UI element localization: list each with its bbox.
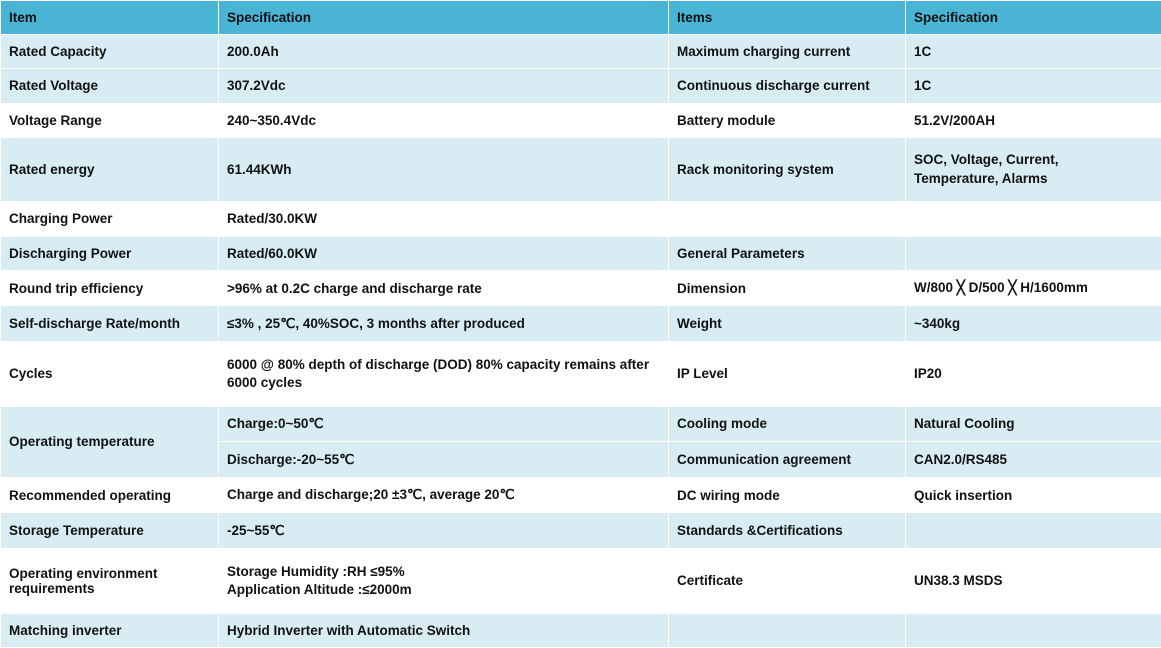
right-item: Battery module	[669, 103, 906, 137]
right-spec: W/800 ╳ D/500 ╳ H/1600mm	[906, 270, 1161, 306]
left-item: Round trip efficiency	[1, 270, 219, 306]
right-item: Rack monitoring system	[669, 137, 906, 202]
right-spec: Natural Cooling	[906, 406, 1161, 442]
left-item: Operating environment requirements	[1, 549, 219, 614]
section-standards-certifications: Standards &Certifications	[669, 513, 906, 549]
left-item: Operating temperature	[1, 406, 219, 477]
table-row	[1, 341, 1161, 406]
right-item	[669, 202, 906, 236]
right-item: Certificate	[669, 549, 906, 614]
right-item: DC wiring mode	[669, 477, 906, 513]
left-item: Discharging Power	[1, 236, 219, 270]
right-spec	[906, 137, 1161, 202]
table-row	[1, 137, 1161, 202]
left-spec: 6000 @ 80% depth of discharge (DOD) 80% capacity remains after 6000 cycles	[219, 341, 669, 406]
table-header-row	[1, 1, 1161, 35]
left-item: Rated energy	[1, 137, 219, 202]
header-spec-right: Specification	[906, 1, 1161, 35]
left-item: Rated Capacity	[1, 35, 219, 69]
table-row	[1, 477, 1161, 513]
right-spec: 51.2V/200AH	[906, 103, 1161, 137]
right-item: Dimension	[669, 270, 906, 306]
table-row	[1, 549, 1161, 614]
table-row	[1, 236, 1161, 270]
left-item: Storage Temperature	[1, 513, 219, 549]
left-spec: Charge and discharge;20 ±3℃, average 20℃	[219, 477, 669, 513]
right-spec	[906, 613, 1161, 647]
right-spec: ~340kg	[906, 306, 1161, 342]
right-item: Maximum charging current	[669, 35, 906, 69]
left-spec-discharge: Discharge:-20~55℃	[219, 442, 669, 478]
table-row	[1, 270, 1161, 306]
header-item-right: Items	[669, 1, 906, 35]
right-spec: UN38.3 MSDS	[906, 549, 1161, 614]
left-spec-line2: Application Altitude :≤2000m	[227, 581, 412, 597]
right-item: IP Level	[669, 341, 906, 406]
right-spec-line1: SOC, Voltage, Current,	[914, 152, 1059, 168]
left-spec-line1: Storage Humidity :RH ≤95%	[227, 563, 405, 579]
right-spec-line2: Temperature, Alarms	[914, 170, 1048, 186]
table-row	[1, 513, 1161, 549]
right-spec: IP20	[906, 341, 1161, 406]
left-spec: Hybrid Inverter with Automatic Switch	[219, 613, 669, 647]
left-spec	[219, 549, 669, 614]
right-spec	[906, 236, 1161, 270]
right-spec: Quick insertion	[906, 477, 1161, 513]
right-spec	[906, 513, 1161, 549]
left-spec: 61.44KWh	[219, 137, 669, 202]
left-spec: Rated/60.0KW	[219, 236, 669, 270]
table-row	[1, 613, 1161, 647]
left-item: Charging Power	[1, 202, 219, 236]
right-spec: 1C	[906, 35, 1161, 69]
table-row	[1, 202, 1161, 236]
left-item: Recommended operating	[1, 477, 219, 513]
table-row	[1, 103, 1161, 137]
left-item: Matching inverter	[1, 613, 219, 647]
left-item: Rated Voltage	[1, 69, 219, 103]
table-row	[1, 406, 1161, 442]
left-spec: >96% at 0.2C charge and discharge rate	[219, 270, 669, 306]
left-spec: 307.2Vdc	[219, 69, 669, 103]
left-item: Voltage Range	[1, 103, 219, 137]
right-spec: 1C	[906, 69, 1161, 103]
left-spec: Rated/30.0KW	[219, 202, 669, 236]
right-item: Communication agreement	[669, 442, 906, 478]
table-row	[1, 35, 1161, 69]
left-spec: 240~350.4Vdc	[219, 103, 669, 137]
header-spec-left: Specification	[219, 1, 669, 35]
table-row	[1, 69, 1161, 103]
right-item: Cooling mode	[669, 406, 906, 442]
left-item: Self-discharge Rate/month	[1, 306, 219, 342]
section-general-parameters: General Parameters	[669, 236, 906, 270]
right-item: Continuous discharge current	[669, 69, 906, 103]
left-item: Cycles	[1, 341, 219, 406]
left-spec: ≤3% , 25℃, 40%SOC, 3 months after produced	[219, 306, 669, 342]
table-row	[1, 306, 1161, 342]
left-spec: 200.0Ah	[219, 35, 669, 69]
right-item	[669, 613, 906, 647]
left-spec-charge: Charge:0~50℃	[219, 406, 669, 442]
right-item: Weight	[669, 306, 906, 342]
right-spec: CAN2.0/RS485	[906, 442, 1161, 478]
left-spec: -25~55℃	[219, 513, 669, 549]
right-spec	[906, 202, 1161, 236]
header-item-left: Item	[1, 1, 219, 35]
